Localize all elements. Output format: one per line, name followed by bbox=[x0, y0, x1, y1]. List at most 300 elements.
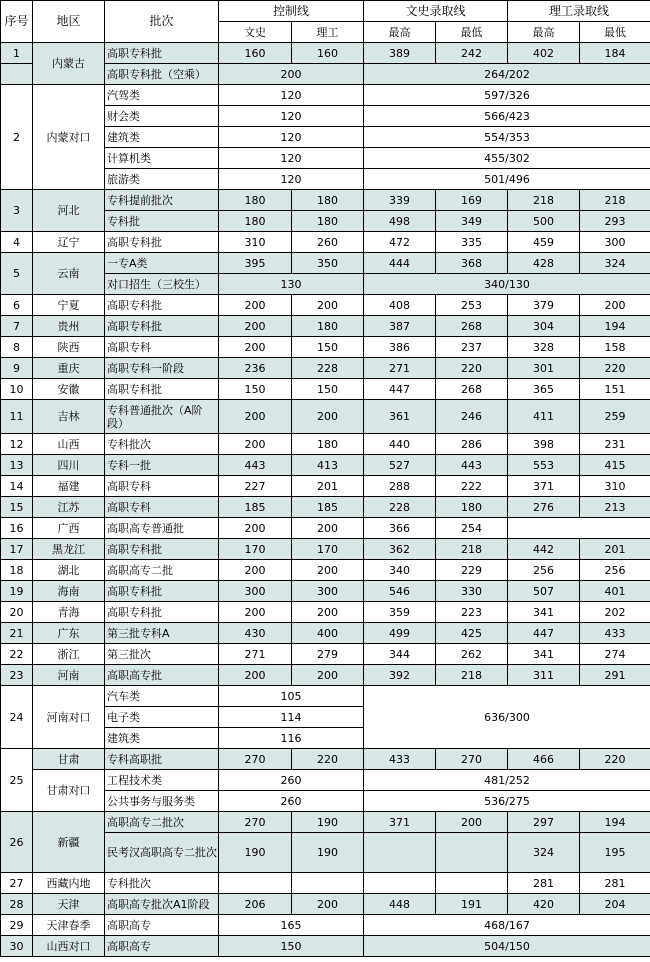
cell-ligong-max: 297 bbox=[508, 812, 580, 833]
cell-wenshi-max: 366 bbox=[364, 518, 436, 539]
cell-control-ligong: 279 bbox=[292, 644, 364, 665]
table-row bbox=[1, 581, 650, 602]
row-batch: 财会类 bbox=[105, 106, 219, 127]
cell-ligong-empty bbox=[508, 518, 650, 539]
cell-ligong-min: 256 bbox=[580, 560, 650, 581]
cell-control-ligong: 350 bbox=[292, 253, 364, 274]
table-row bbox=[1, 434, 650, 455]
cell-wenshi-max: 288 bbox=[364, 476, 436, 497]
cell-control-ligong: 170 bbox=[292, 539, 364, 560]
cell-wenshi-min: 222 bbox=[436, 476, 508, 497]
cell-wenshi-min: 223 bbox=[436, 602, 508, 623]
cell-admission-merged: 636/300 bbox=[364, 686, 650, 749]
row-batch: 高职专科 bbox=[105, 337, 219, 358]
cell-control-wenshi bbox=[219, 873, 292, 894]
cell-control-ligong: 200 bbox=[292, 518, 364, 539]
row-batch: 一专A类 bbox=[105, 253, 219, 274]
table-row bbox=[1, 539, 650, 560]
table-row bbox=[1, 85, 650, 106]
cell-ligong-max: 466 bbox=[508, 749, 580, 770]
cell-ligong-min: 293 bbox=[580, 211, 650, 232]
header-batch: 批次 bbox=[105, 1, 219, 43]
row-seq: 12 bbox=[1, 434, 33, 455]
cell-wenshi-max: 387 bbox=[364, 316, 436, 337]
cell-control-ligong: 200 bbox=[292, 665, 364, 686]
cell-ligong-max: 276 bbox=[508, 497, 580, 518]
cell-wenshi-min: 229 bbox=[436, 560, 508, 581]
row-batch: 高职专科一阶段 bbox=[105, 358, 219, 379]
cell-wenshi-max: 340 bbox=[364, 560, 436, 581]
row-region: 重庆 bbox=[33, 358, 105, 379]
table-row bbox=[1, 623, 650, 644]
cell-control-ligong: 150 bbox=[292, 379, 364, 400]
row-region: 湖北 bbox=[33, 560, 105, 581]
row-seq-empty bbox=[1, 64, 33, 85]
cell-ligong-max: 341 bbox=[508, 602, 580, 623]
cell-wenshi-max: 498 bbox=[364, 211, 436, 232]
row-batch: 高职高专普通批 bbox=[105, 518, 219, 539]
row-seq: 14 bbox=[1, 476, 33, 497]
table-row bbox=[1, 936, 650, 957]
cell-ligong-max: 553 bbox=[508, 455, 580, 476]
cell-wenshi-min: 237 bbox=[436, 337, 508, 358]
row-batch: 高职专科批 bbox=[105, 232, 219, 253]
header-wenshi-line: 文史录取线 bbox=[364, 1, 508, 22]
row-seq: 3 bbox=[1, 190, 33, 232]
cell-control-merged: 260 bbox=[219, 770, 364, 791]
row-region: 西藏内地 bbox=[33, 873, 105, 894]
cell-ligong-max: 281 bbox=[508, 873, 580, 894]
cell-control-wenshi: 270 bbox=[219, 749, 292, 770]
cell-wenshi-max: 448 bbox=[364, 894, 436, 915]
row-seq: 16 bbox=[1, 518, 33, 539]
table-row bbox=[1, 400, 650, 434]
cell-control-ligong: 228 bbox=[292, 358, 364, 379]
cell-ligong-max: 507 bbox=[508, 581, 580, 602]
row-region: 宁夏 bbox=[33, 295, 105, 316]
table-row bbox=[1, 644, 650, 665]
cell-control-merged: 116 bbox=[219, 728, 364, 749]
row-batch: 高职专科批 bbox=[105, 379, 219, 400]
row-region: 甘肃对口 bbox=[33, 770, 105, 812]
row-region: 浙江 bbox=[33, 644, 105, 665]
cell-wenshi-max: 527 bbox=[364, 455, 436, 476]
cell-control-ligong: 150 bbox=[292, 337, 364, 358]
cell-ligong-max: 324 bbox=[508, 833, 580, 873]
cell-wenshi-max: 271 bbox=[364, 358, 436, 379]
table-row bbox=[1, 476, 650, 497]
cell-control-wenshi: 200 bbox=[219, 602, 292, 623]
cell-control-ligong: 413 bbox=[292, 455, 364, 476]
row-seq: 8 bbox=[1, 337, 33, 358]
cell-control-wenshi: 300 bbox=[219, 581, 292, 602]
cell-control-ligong: 200 bbox=[292, 602, 364, 623]
cell-wenshi-min bbox=[436, 873, 508, 894]
cell-ligong-min: 195 bbox=[580, 833, 650, 873]
cell-control-merged: 114 bbox=[219, 707, 364, 728]
table-row bbox=[1, 873, 650, 894]
cell-ligong-min: 204 bbox=[580, 894, 650, 915]
table-row bbox=[1, 665, 650, 686]
cell-wenshi-min: 349 bbox=[436, 211, 508, 232]
cell-control-ligong: 400 bbox=[292, 623, 364, 644]
table-row bbox=[1, 455, 650, 476]
row-batch: 高职专科批 bbox=[105, 295, 219, 316]
cell-ligong-min: 158 bbox=[580, 337, 650, 358]
cell-ligong-max: 447 bbox=[508, 623, 580, 644]
cell-wenshi-max: 359 bbox=[364, 602, 436, 623]
row-batch: 计算机类 bbox=[105, 148, 219, 169]
cell-control-merged: 120 bbox=[219, 85, 364, 106]
row-seq: 4 bbox=[1, 232, 33, 253]
cell-control-wenshi: 180 bbox=[219, 190, 292, 211]
header-wenshi-min: 最低 bbox=[436, 22, 508, 43]
row-seq: 11 bbox=[1, 400, 33, 434]
row-batch: 专科提前批次 bbox=[105, 190, 219, 211]
row-batch: 高职高专 bbox=[105, 936, 219, 957]
cell-control-wenshi: 170 bbox=[219, 539, 292, 560]
cell-wenshi-min bbox=[436, 833, 508, 873]
header-seq: 序号 bbox=[1, 1, 33, 43]
cell-ligong-min: 220 bbox=[580, 358, 650, 379]
cell-wenshi-min: 286 bbox=[436, 434, 508, 455]
row-seq: 25 bbox=[1, 749, 33, 812]
cell-control-wenshi: 160 bbox=[219, 43, 292, 64]
row-region: 河北 bbox=[33, 190, 105, 232]
header-ligong-line: 理工录取线 bbox=[508, 1, 650, 22]
row-batch: 专科批次 bbox=[105, 434, 219, 455]
cell-ligong-min: 324 bbox=[580, 253, 650, 274]
cell-wenshi-max: 344 bbox=[364, 644, 436, 665]
table-row bbox=[1, 812, 650, 833]
row-batch: 民考汉高职高专二批次 bbox=[105, 833, 219, 873]
cell-ligong-max: 459 bbox=[508, 232, 580, 253]
cell-wenshi-max: 228 bbox=[364, 497, 436, 518]
cell-wenshi-max: 386 bbox=[364, 337, 436, 358]
row-batch: 建筑类 bbox=[105, 728, 219, 749]
cell-ligong-min: 274 bbox=[580, 644, 650, 665]
cell-control-wenshi: 310 bbox=[219, 232, 292, 253]
row-region: 青海 bbox=[33, 602, 105, 623]
cell-ligong-max: 218 bbox=[508, 190, 580, 211]
cell-ligong-max: 500 bbox=[508, 211, 580, 232]
cell-control-ligong: 201 bbox=[292, 476, 364, 497]
cell-control-ligong bbox=[292, 873, 364, 894]
row-seq: 19 bbox=[1, 581, 33, 602]
cell-ligong-min: 231 bbox=[580, 434, 650, 455]
cell-control-ligong: 190 bbox=[292, 812, 364, 833]
cell-ligong-min: 184 bbox=[580, 43, 650, 64]
cell-wenshi-max bbox=[364, 873, 436, 894]
cell-control-merged: 165 bbox=[219, 915, 364, 936]
row-batch: 专科批次 bbox=[105, 873, 219, 894]
cell-wenshi-min: 218 bbox=[436, 665, 508, 686]
cell-wenshi-min: 253 bbox=[436, 295, 508, 316]
cell-wenshi-max: 444 bbox=[364, 253, 436, 274]
cell-control-wenshi: 200 bbox=[219, 337, 292, 358]
row-batch: 高职专科 bbox=[105, 476, 219, 497]
cell-control-ligong: 190 bbox=[292, 833, 364, 873]
row-batch: 专科普通批次（A阶段） bbox=[105, 400, 219, 434]
cell-admission-merged: 264/202 bbox=[364, 64, 650, 85]
cell-control-merged: 120 bbox=[219, 148, 364, 169]
header-ligong-min: 最低 bbox=[580, 22, 650, 43]
header-ligong: 理工 bbox=[292, 22, 364, 43]
cell-control-ligong: 180 bbox=[292, 434, 364, 455]
cell-control-merged: 150 bbox=[219, 936, 364, 957]
cell-ligong-max: 256 bbox=[508, 560, 580, 581]
row-region: 甘肃 bbox=[33, 749, 105, 770]
cell-control-merged: 120 bbox=[219, 106, 364, 127]
cell-ligong-min: 194 bbox=[580, 316, 650, 337]
row-region: 安徽 bbox=[33, 379, 105, 400]
table-row bbox=[1, 518, 650, 539]
table-row bbox=[1, 358, 650, 379]
row-batch: 对口招生（三校生） bbox=[105, 274, 219, 295]
cell-ligong-min: 415 bbox=[580, 455, 650, 476]
header-wenshi-max: 最高 bbox=[364, 22, 436, 43]
cell-wenshi-min: 335 bbox=[436, 232, 508, 253]
cell-admission-merged: 566/423 bbox=[364, 106, 650, 127]
cell-wenshi-min: 368 bbox=[436, 253, 508, 274]
cell-wenshi-max: 371 bbox=[364, 812, 436, 833]
cell-control-wenshi: 430 bbox=[219, 623, 292, 644]
cell-ligong-min: 433 bbox=[580, 623, 650, 644]
cell-admission-merged: 597/326 bbox=[364, 85, 650, 106]
table-row bbox=[1, 915, 650, 936]
row-seq: 10 bbox=[1, 379, 33, 400]
cell-control-ligong: 185 bbox=[292, 497, 364, 518]
row-batch: 旅游类 bbox=[105, 169, 219, 190]
cell-control-merged: 120 bbox=[219, 127, 364, 148]
row-batch: 工程技术类 bbox=[105, 770, 219, 791]
row-batch: 专科一批 bbox=[105, 455, 219, 476]
table-row bbox=[1, 686, 650, 707]
row-region: 云南 bbox=[33, 253, 105, 295]
row-batch: 高职高专 bbox=[105, 915, 219, 936]
row-seq: 2 bbox=[1, 85, 33, 190]
row-batch: 高职高专批次A1阶段 bbox=[105, 894, 219, 915]
cell-control-wenshi: 206 bbox=[219, 894, 292, 915]
row-seq: 22 bbox=[1, 644, 33, 665]
table-row bbox=[1, 253, 650, 274]
cell-wenshi-min: 270 bbox=[436, 749, 508, 770]
cell-admission-merged: 481/252 bbox=[364, 770, 650, 791]
cell-wenshi-max: 392 bbox=[364, 665, 436, 686]
row-seq: 30 bbox=[1, 936, 33, 957]
cell-control-ligong: 180 bbox=[292, 316, 364, 337]
header-row-top bbox=[1, 1, 650, 22]
cell-ligong-min: 281 bbox=[580, 873, 650, 894]
row-seq: 18 bbox=[1, 560, 33, 581]
cell-control-wenshi: 180 bbox=[219, 211, 292, 232]
row-region: 内蒙古 bbox=[33, 43, 105, 85]
header-ligong-max: 最高 bbox=[508, 22, 580, 43]
cell-wenshi-min: 262 bbox=[436, 644, 508, 665]
row-region: 河南对口 bbox=[33, 686, 105, 749]
table-row bbox=[1, 43, 650, 64]
cell-control-wenshi: 200 bbox=[219, 518, 292, 539]
row-batch: 高职专科 bbox=[105, 497, 219, 518]
row-batch: 电子类 bbox=[105, 707, 219, 728]
cell-ligong-max: 379 bbox=[508, 295, 580, 316]
cell-admission-merged: 504/150 bbox=[364, 936, 650, 957]
cell-ligong-min: 201 bbox=[580, 539, 650, 560]
cell-wenshi-max: 389 bbox=[364, 43, 436, 64]
header-control-line: 控制线 bbox=[219, 1, 364, 22]
cell-wenshi-max: 440 bbox=[364, 434, 436, 455]
cell-control-ligong: 200 bbox=[292, 560, 364, 581]
table-row bbox=[1, 497, 650, 518]
cell-wenshi-min: 169 bbox=[436, 190, 508, 211]
row-region: 贵州 bbox=[33, 316, 105, 337]
row-seq: 24 bbox=[1, 686, 33, 749]
row-region: 四川 bbox=[33, 455, 105, 476]
cell-control-wenshi: 190 bbox=[219, 833, 292, 873]
cell-control-wenshi: 200 bbox=[219, 434, 292, 455]
cell-control-wenshi: 150 bbox=[219, 379, 292, 400]
cell-wenshi-max: 362 bbox=[364, 539, 436, 560]
cell-control-ligong: 160 bbox=[292, 43, 364, 64]
row-seq: 27 bbox=[1, 873, 33, 894]
table-row bbox=[1, 337, 650, 358]
row-region: 辽宁 bbox=[33, 232, 105, 253]
row-batch: 汽车类 bbox=[105, 686, 219, 707]
cell-ligong-max: 420 bbox=[508, 894, 580, 915]
cell-control-merged: 120 bbox=[219, 169, 364, 190]
row-seq: 28 bbox=[1, 894, 33, 915]
cell-wenshi-min: 246 bbox=[436, 400, 508, 434]
cell-control-merged: 105 bbox=[219, 686, 364, 707]
cell-control-ligong: 200 bbox=[292, 894, 364, 915]
table-row bbox=[1, 295, 650, 316]
cell-control-ligong: 200 bbox=[292, 295, 364, 316]
cell-admission-merged: 468/167 bbox=[364, 915, 650, 936]
cell-admission-merged: 536/275 bbox=[364, 791, 650, 812]
cell-ligong-max: 341 bbox=[508, 644, 580, 665]
cell-ligong-min: 310 bbox=[580, 476, 650, 497]
cell-ligong-max: 304 bbox=[508, 316, 580, 337]
cell-wenshi-max: 546 bbox=[364, 581, 436, 602]
row-region: 山西 bbox=[33, 434, 105, 455]
row-region: 黑龙江 bbox=[33, 539, 105, 560]
cell-ligong-max: 442 bbox=[508, 539, 580, 560]
table-row bbox=[1, 602, 650, 623]
row-seq: 29 bbox=[1, 915, 33, 936]
cell-wenshi-max: 499 bbox=[364, 623, 436, 644]
table-row bbox=[1, 560, 650, 581]
cell-admission-merged: 501/496 bbox=[364, 169, 650, 190]
cell-wenshi-min: 443 bbox=[436, 455, 508, 476]
row-seq: 17 bbox=[1, 539, 33, 560]
row-region: 内蒙对口 bbox=[33, 85, 105, 190]
row-seq: 5 bbox=[1, 253, 33, 295]
cell-ligong-min: 202 bbox=[580, 602, 650, 623]
row-region: 新疆 bbox=[33, 812, 105, 873]
cell-ligong-max: 365 bbox=[508, 379, 580, 400]
cell-ligong-min: 259 bbox=[580, 400, 650, 434]
cell-ligong-min: 401 bbox=[580, 581, 650, 602]
row-region: 江苏 bbox=[33, 497, 105, 518]
cell-wenshi-min: 242 bbox=[436, 43, 508, 64]
header-region: 地区 bbox=[33, 1, 105, 43]
cell-control-ligong: 180 bbox=[292, 211, 364, 232]
row-region: 天津 bbox=[33, 894, 105, 915]
row-seq: 26 bbox=[1, 812, 33, 873]
cell-ligong-min: 213 bbox=[580, 497, 650, 518]
cell-control-wenshi: 200 bbox=[219, 560, 292, 581]
cell-ligong-min: 194 bbox=[580, 812, 650, 833]
table-row bbox=[1, 190, 650, 211]
cell-ligong-max: 311 bbox=[508, 665, 580, 686]
row-seq: 1 bbox=[1, 43, 33, 64]
row-batch: 高职专科批（空乘） bbox=[105, 64, 219, 85]
cell-ligong-min: 291 bbox=[580, 665, 650, 686]
cell-control-wenshi: 270 bbox=[219, 812, 292, 833]
cell-control-wenshi: 227 bbox=[219, 476, 292, 497]
header-wenshi: 文史 bbox=[219, 22, 292, 43]
row-batch: 高职高专批 bbox=[105, 665, 219, 686]
row-batch: 高职高专二批次 bbox=[105, 812, 219, 833]
row-batch: 第三批专科A bbox=[105, 623, 219, 644]
cell-wenshi-min: 268 bbox=[436, 379, 508, 400]
row-region: 陕西 bbox=[33, 337, 105, 358]
table-row bbox=[1, 316, 650, 337]
cell-control-wenshi: 395 bbox=[219, 253, 292, 274]
row-seq: 13 bbox=[1, 455, 33, 476]
cell-control-ligong: 260 bbox=[292, 232, 364, 253]
cell-control-wenshi: 271 bbox=[219, 644, 292, 665]
cell-control-wenshi: 200 bbox=[219, 400, 292, 434]
cell-control-wenshi: 236 bbox=[219, 358, 292, 379]
row-seq: 15 bbox=[1, 497, 33, 518]
row-batch: 汽驾类 bbox=[105, 85, 219, 106]
cell-wenshi-min: 220 bbox=[436, 358, 508, 379]
cell-wenshi-max bbox=[364, 833, 436, 873]
row-batch: 高职专科批 bbox=[105, 539, 219, 560]
cell-wenshi-max: 408 bbox=[364, 295, 436, 316]
cell-ligong-max: 411 bbox=[508, 400, 580, 434]
cell-ligong-max: 428 bbox=[508, 253, 580, 274]
cell-wenshi-min: 191 bbox=[436, 894, 508, 915]
row-region: 河南 bbox=[33, 665, 105, 686]
cell-admission-merged: 340/130 bbox=[364, 274, 650, 295]
cell-control-wenshi: 443 bbox=[219, 455, 292, 476]
cell-wenshi-min: 200 bbox=[436, 812, 508, 833]
table-row bbox=[1, 749, 650, 770]
cell-ligong-max: 398 bbox=[508, 434, 580, 455]
row-region: 山西对口 bbox=[33, 936, 105, 957]
row-batch: 专科批 bbox=[105, 211, 219, 232]
cell-wenshi-min: 330 bbox=[436, 581, 508, 602]
cell-control-merged: 260 bbox=[219, 791, 364, 812]
cell-admission-merged: 455/302 bbox=[364, 148, 650, 169]
cell-control-wenshi: 200 bbox=[219, 295, 292, 316]
row-batch: 建筑类 bbox=[105, 127, 219, 148]
row-seq: 9 bbox=[1, 358, 33, 379]
row-batch: 高职专科批 bbox=[105, 316, 219, 337]
cell-wenshi-max: 361 bbox=[364, 400, 436, 434]
cell-admission-merged: 554/353 bbox=[364, 127, 650, 148]
row-region: 广东 bbox=[33, 623, 105, 644]
cell-wenshi-min: 218 bbox=[436, 539, 508, 560]
cell-ligong-max: 371 bbox=[508, 476, 580, 497]
cell-control-ligong: 220 bbox=[292, 749, 364, 770]
row-seq: 23 bbox=[1, 665, 33, 686]
cell-ligong-max: 328 bbox=[508, 337, 580, 358]
row-batch: 高职专科批 bbox=[105, 602, 219, 623]
cell-wenshi-min: 254 bbox=[436, 518, 508, 539]
